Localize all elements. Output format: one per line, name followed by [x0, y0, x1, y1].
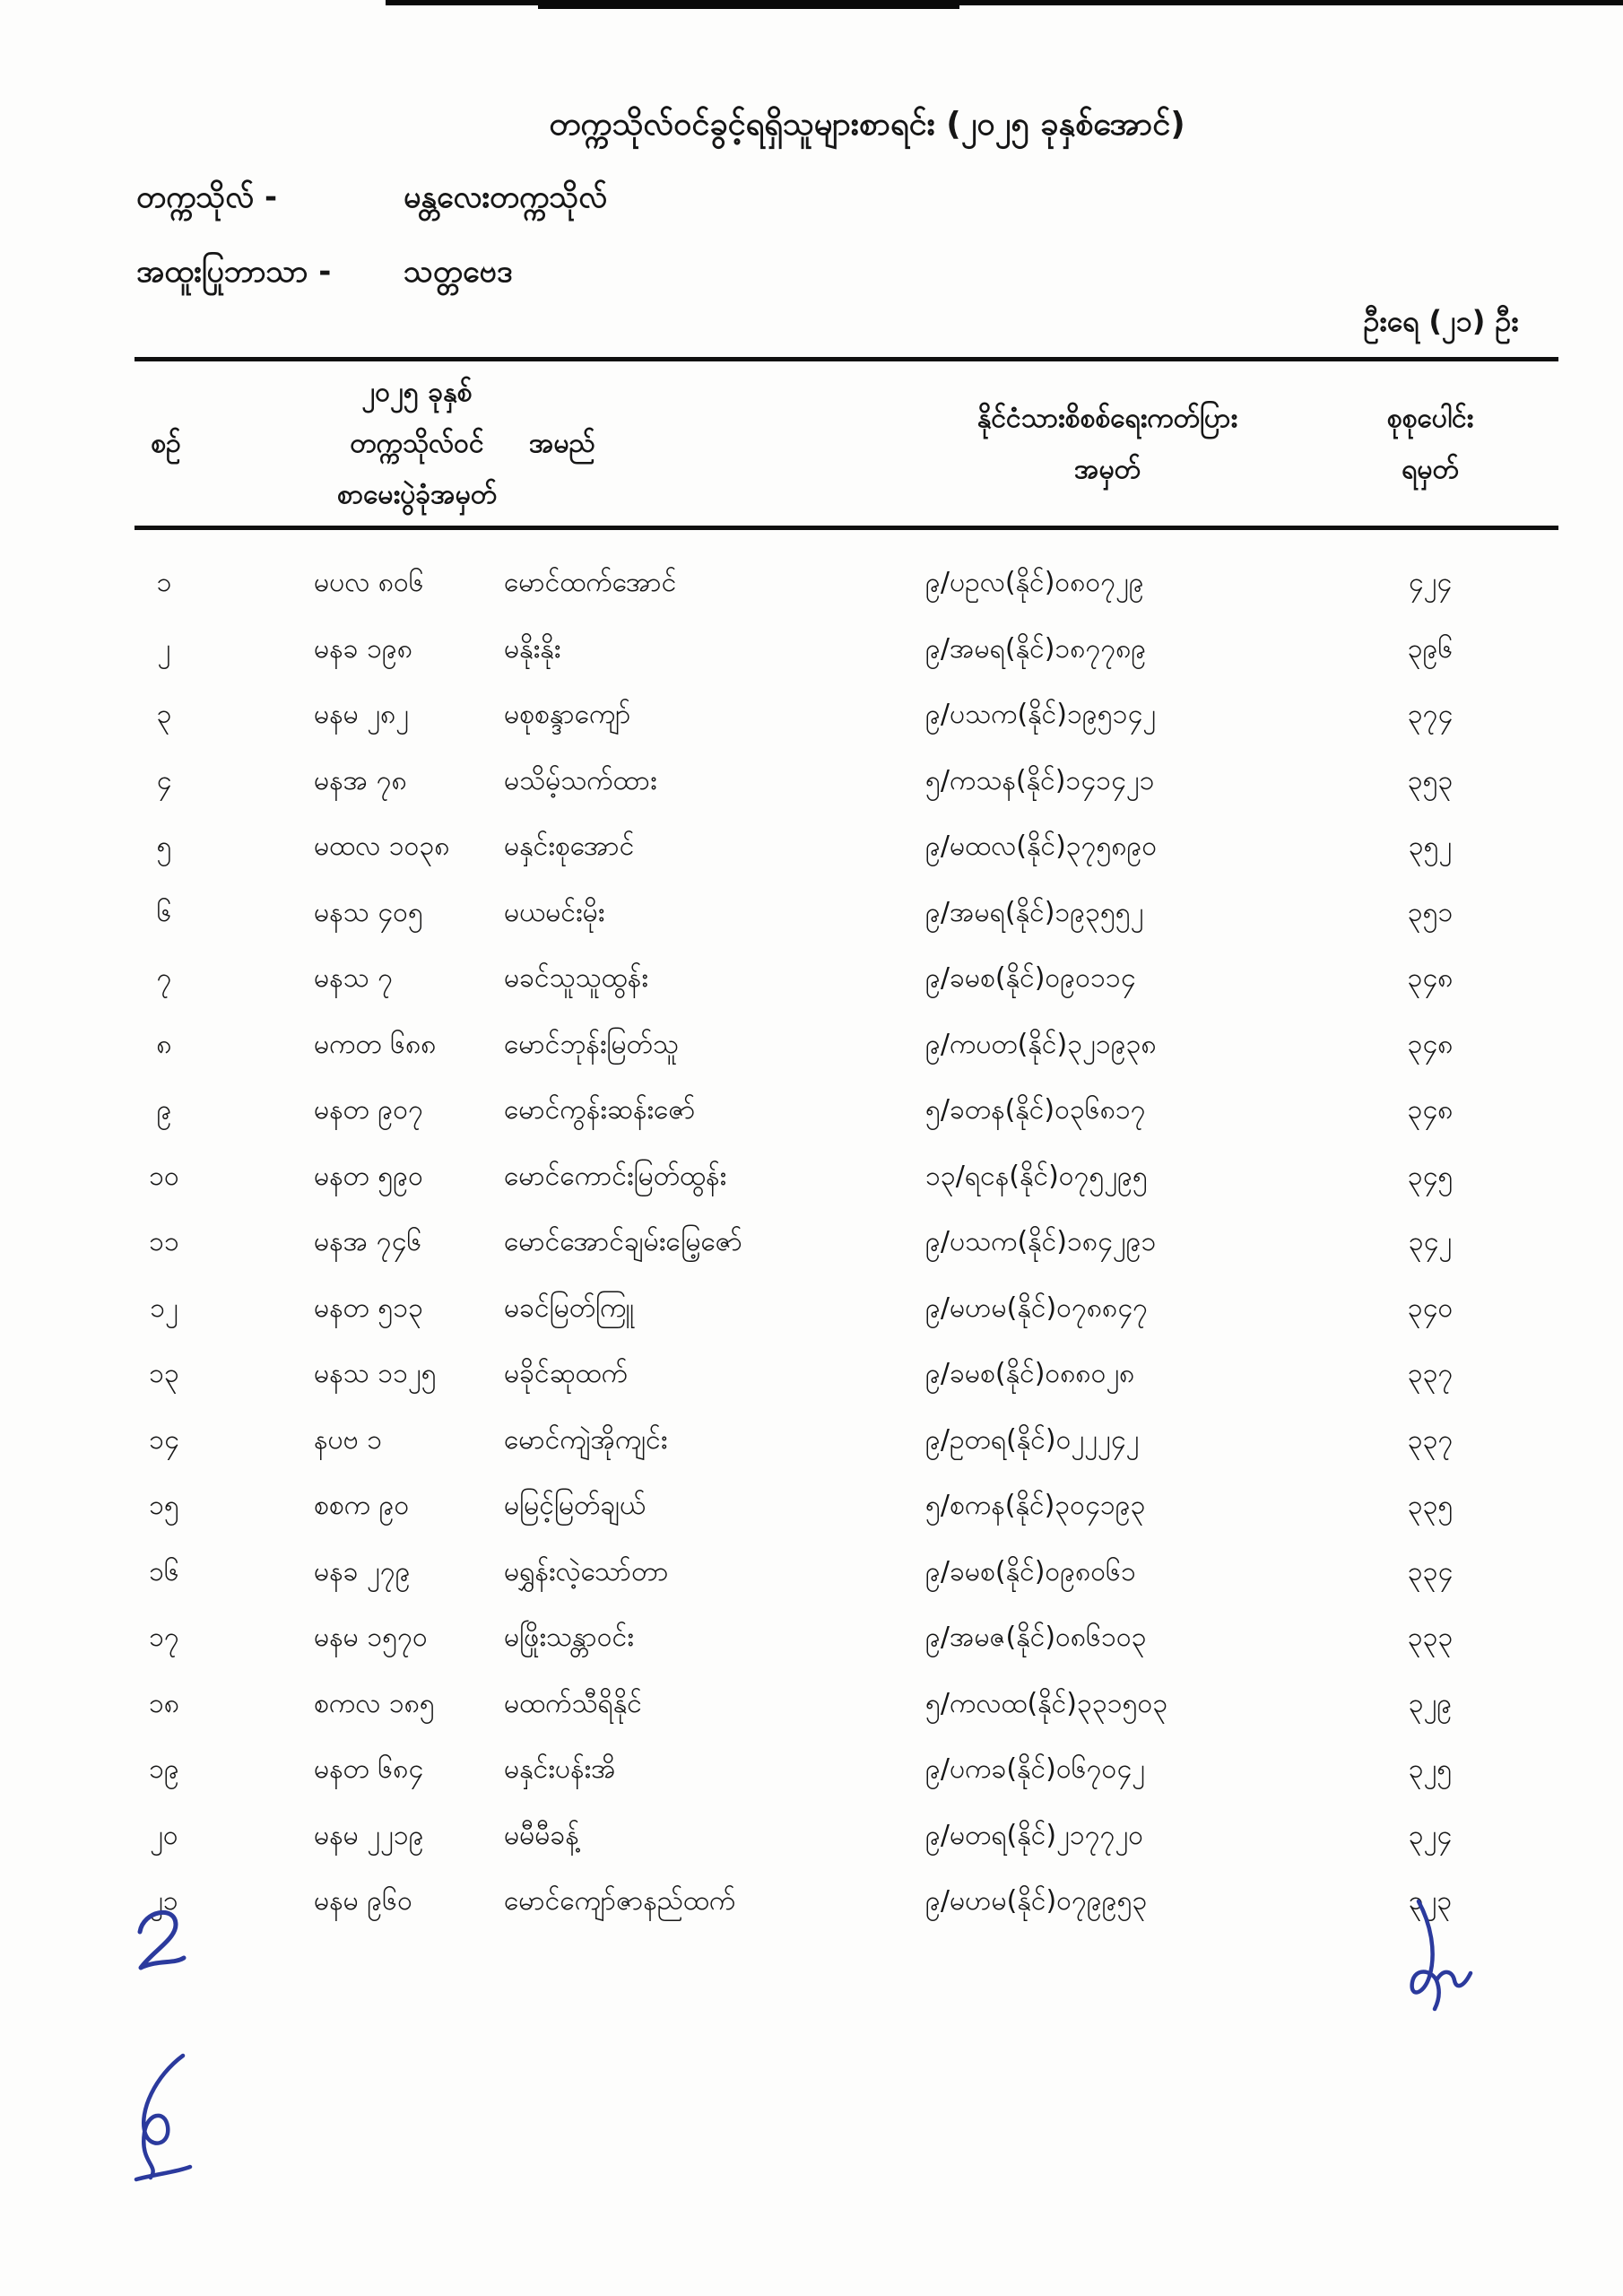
- row-serial: ၇: [156, 962, 172, 995]
- row-nrc-number: ၉/ပသက(နိုင်)၁၉၅၁၄၂: [925, 699, 1157, 731]
- row-seat-number: မနတ ၅၉၀: [314, 1160, 424, 1192]
- row-serial: ၂၁: [150, 1885, 178, 1918]
- col-header-seat-line2: တက္ကသိုလ်ဝင်: [350, 428, 484, 459]
- col-header-total-line1: စုစုပေါင်း: [1386, 402, 1474, 434]
- table-row: [0, 1341, 1623, 1407]
- row-total-score: ၃၉၆: [1407, 632, 1454, 665]
- row-nrc-number: ၉/အမရ(နိုင်)၁၈၇၇၈၉: [925, 632, 1147, 665]
- row-serial: ၁၉: [149, 1753, 179, 1786]
- table-row: [0, 550, 1623, 616]
- row-nrc-number: ၅/ကလထ(နိုင်)၃၃၁၅၀၃: [925, 1687, 1168, 1719]
- row-seat-number: မနတ ၉၀၇: [314, 1094, 424, 1126]
- row-seat-number: မနမ ၁၅၇၀: [314, 1622, 428, 1654]
- row-total-score: ၃၄၅: [1407, 1160, 1454, 1192]
- table-row: [0, 616, 1623, 683]
- row-seat-number: မနတ ၆၈၄: [314, 1753, 424, 1786]
- table-row: [0, 1605, 1623, 1671]
- row-serial: ၁၈: [148, 1687, 179, 1719]
- row-serial: ၅: [156, 831, 172, 863]
- row-name: မစုစန္ဒာကျော်: [504, 699, 631, 731]
- row-seat-number: မနတ ၅၁၃: [314, 1292, 424, 1324]
- row-nrc-number: ၅/ခတန(နိုင်)၀၃၆၈၁၇: [925, 1094, 1146, 1126]
- row-total-score: ၃၃၇: [1407, 1423, 1454, 1456]
- col-header-nrc-line1: နိုင်ငံသားစိစစ်ရေးကတ်ပြား: [976, 402, 1238, 434]
- table-row: [0, 1803, 1623, 1869]
- row-seat-number: မနသ ၁၁၂၅: [314, 1358, 437, 1390]
- row-serial: ၁၀: [149, 1160, 179, 1192]
- row-serial: ၆: [156, 896, 172, 928]
- table-rule-header-bottom: [135, 526, 1558, 530]
- row-nrc-number: ၅/ကသန(နိုင်)၁၄၁၄၂၁: [925, 764, 1155, 796]
- row-serial: ၁: [156, 567, 172, 599]
- row-seat-number: မနမ ၂၂၁၉: [314, 1819, 424, 1851]
- table-row: [0, 1407, 1623, 1474]
- row-total-score: ၃၅၁: [1407, 896, 1454, 928]
- row-serial: ၂: [157, 632, 171, 665]
- table-row: [0, 1671, 1623, 1737]
- row-nrc-number: ၁၃/ရငန(နိုင်)၀၇၅၂၉၅: [925, 1160, 1148, 1192]
- row-nrc-number: ၉/ခမစ(နိုင်)၀၉၈၀၆၁: [925, 1555, 1136, 1587]
- row-seat-number: မနခ ၁၉၈: [314, 632, 412, 665]
- table-row: [0, 1144, 1623, 1210]
- row-serial: ၁၄: [149, 1423, 179, 1456]
- row-name: မယမင်းမိုး: [504, 896, 605, 928]
- table-row: [0, 813, 1623, 880]
- row-total-score: ၃၂၅: [1408, 1753, 1453, 1786]
- row-name: မနှင်းစုအောင်: [504, 831, 635, 863]
- row-total-score: ၃၄၈: [1407, 962, 1454, 995]
- row-name: မောင်အောင်ချမ်းမြေ့ဇော်: [504, 1226, 742, 1258]
- row-serial: ၉: [156, 1094, 172, 1126]
- row-name: မောင်ဘုန်းမြတ်သူ: [504, 1028, 679, 1060]
- row-name: မခင်သူသူထွန်း: [504, 962, 648, 995]
- row-seat-number: မနအ ၇၄၆: [314, 1226, 422, 1258]
- row-total-score: ၃၃၃: [1407, 1622, 1454, 1654]
- row-seat-number: မကတ ၆၈၈: [314, 1028, 437, 1060]
- row-total-score: ၄၂၄: [1408, 567, 1453, 599]
- row-total-score: ၃၅၂: [1408, 831, 1453, 863]
- row-serial: ၄: [156, 764, 172, 796]
- table-row: [0, 748, 1623, 814]
- row-nrc-number: ၉/ခမစ(နိုင်)၀၉၀၁၁၄: [925, 962, 1136, 995]
- table-row: [0, 1868, 1623, 1935]
- row-nrc-number: ၉/မတရ(နိုင်)၂၁၇၇၂၀: [925, 1819, 1144, 1851]
- page-title: တက္ကသိုလ်ဝင်ခွင့်ရရှိသူများစာရင်း (၂၀၂၅ ခုနှစ်အောင်): [549, 106, 1185, 143]
- table-row: [0, 1736, 1623, 1803]
- row-total-score: ၃၅၃: [1407, 764, 1454, 796]
- row-serial: ၈: [156, 1028, 172, 1060]
- row-name: မခိုင်ဆုထက်: [504, 1358, 629, 1390]
- col-header-serial-text: စဉ်: [151, 428, 181, 459]
- table-row: [0, 1539, 1623, 1605]
- row-seat-number: စစက ၉၀: [314, 1490, 410, 1522]
- scan-artifact-top-blob: [538, 0, 959, 9]
- row-total-score: ၃၄၀: [1407, 1292, 1454, 1324]
- row-nrc-number: ၉/မဟမ(နိုင်)၀၇၈၈၄၇: [925, 1292, 1148, 1324]
- row-name: မောင်ကောင်းမြတ်ထွန်း: [504, 1160, 727, 1192]
- row-total-score: ၃၃၅: [1407, 1490, 1454, 1522]
- col-header-name-text: အမည်: [529, 428, 595, 459]
- col-header-name: [529, 361, 726, 526]
- row-serial: ၃: [156, 699, 172, 731]
- row-name: မောင်ထက်အောင်: [504, 567, 677, 599]
- major-label: အထူးပြုဘာသာ -: [136, 254, 332, 290]
- col-header-seat-line3: စာမေးပွဲခုံအမှတ်: [336, 479, 498, 510]
- row-seat-number: မနခ ၂၇၉: [314, 1555, 411, 1587]
- row-name: မမီမီခန့်: [504, 1819, 579, 1851]
- row-seat-number: စကလ ၁၈၅: [314, 1687, 435, 1719]
- university-value: မန္တလေးတက္ကသိုလ်: [404, 179, 608, 215]
- row-nrc-number: ၉/ပကခ(နိုင်)၀၆၇၀၄၂: [925, 1753, 1145, 1786]
- col-header-total: [1327, 361, 1533, 526]
- table-row: [0, 1275, 1623, 1342]
- row-nrc-number: ၉/ဥတရ(နိုင်)၀၂၂၂၄၂: [925, 1423, 1140, 1456]
- row-serial: ၂၀: [150, 1819, 178, 1851]
- row-seat-number: မနသ ၇: [314, 962, 394, 995]
- signature-ink-right: [1388, 1894, 1491, 2033]
- table-row: [0, 880, 1623, 946]
- row-nrc-number: ၉/ပသက(နိုင်)၁၈၄၂၉၁: [925, 1226, 1157, 1258]
- row-nrc-number: ၉/မဟမ(နိုင်)၀၇၉၉၅၃: [925, 1885, 1148, 1918]
- row-total-score: ၃၃၇: [1407, 1358, 1454, 1390]
- col-header-nrc: [897, 361, 1318, 526]
- row-seat-number: မနအ ၇၈: [314, 764, 407, 796]
- row-total-score: ၃၂၉: [1408, 1687, 1453, 1719]
- row-total-score: ၃၄၈: [1407, 1094, 1454, 1126]
- row-name: မခင်မြတ်ကြူ: [504, 1292, 635, 1324]
- row-total-score: ၃၃၄: [1407, 1555, 1454, 1587]
- table-row: [0, 1012, 1623, 1078]
- row-nrc-number: ၉/ပဥလ(နိုင်)၀၈၀၇၂၉: [925, 567, 1144, 599]
- row-total-score: ၃၂၃: [1408, 1885, 1453, 1918]
- row-name: မထက်သီရိနိုင်: [504, 1687, 642, 1719]
- table-row: [0, 945, 1623, 1012]
- row-name: မဖြိုးသန္တာဝင်း: [504, 1622, 634, 1654]
- table-row: [0, 682, 1623, 748]
- col-header-seat-number: [269, 361, 565, 526]
- row-serial: ၁၇: [149, 1622, 179, 1654]
- row-name: မသိမ့်သက်ထား: [504, 764, 657, 796]
- row-total-score: ၃၇၄: [1407, 699, 1454, 731]
- row-nrc-number: ၉/မထလ(နိုင်)၃၇၅၈၉၀: [925, 831, 1158, 863]
- row-nrc-number: ၉/အမရ(နိုင်)၁၉၃၅၅၂: [925, 896, 1144, 928]
- row-nrc-number: ၉/ခမစ(နိုင်)၀၈၈၀၂၈: [925, 1358, 1135, 1390]
- table-row: [0, 1209, 1623, 1275]
- col-header-total-line2: ရမှတ်: [1402, 453, 1459, 485]
- table-row: [0, 1473, 1623, 1539]
- row-name: မောင်ကျဲအိုကျင်း: [504, 1423, 668, 1456]
- row-seat-number: မပလ ၈၀၆: [314, 567, 424, 599]
- row-seat-number: မနမ ၂၈၂: [314, 699, 409, 731]
- row-total-score: ၃၄၈: [1407, 1028, 1454, 1060]
- signature-ink-left-top: [127, 1903, 203, 1993]
- student-count: ဦးရေ (၂၁) ဦး: [1363, 304, 1519, 338]
- row-total-score: ၃၄၂: [1408, 1226, 1453, 1258]
- row-serial: ၁၅: [149, 1490, 179, 1522]
- row-nrc-number: ၅/စကန(နိုင်)၃၀၄၁၉၃: [925, 1490, 1146, 1522]
- row-nrc-number: ၉/ကပတ(နိုင်)၃၂၁၉၃၈: [925, 1028, 1157, 1060]
- col-header-seat-line1: ၂၀၂၅ ခုနှစ်: [361, 377, 473, 408]
- table-row: [0, 1077, 1623, 1144]
- row-name: မနှင်းပန်းအိ: [504, 1753, 616, 1786]
- row-seat-number: မနမ ၉၆၀: [314, 1885, 412, 1918]
- row-seat-number: မထလ ၁၀၃၈: [314, 831, 450, 863]
- col-header-serial: [126, 361, 206, 526]
- major-value: သတ္တဗေဒ: [404, 254, 513, 290]
- signature-ink-left-bottom: [118, 2047, 204, 2186]
- row-serial: ၁၃: [149, 1358, 179, 1390]
- university-label: တက္ကသိုလ် -: [136, 179, 278, 215]
- row-name: မမြင့်မြတ်ချယ်: [504, 1490, 647, 1522]
- row-total-score: ၃၂၄: [1408, 1819, 1453, 1851]
- row-name: မရွှန်းလဲ့သော်တာ: [504, 1555, 669, 1587]
- row-serial: ၁၁: [149, 1226, 179, 1258]
- row-name: မောင်ကွန်းဆန်းဇော်: [504, 1094, 696, 1126]
- row-serial: ၁၂: [150, 1292, 178, 1324]
- col-header-nrc-line2: အမှတ်: [1074, 453, 1141, 485]
- row-seat-number: နပဗ ၁: [314, 1423, 383, 1456]
- row-serial: ၁၆: [149, 1555, 179, 1587]
- row-seat-number: မနသ ၄၀၅: [314, 896, 423, 928]
- row-name: မောင်ကျော်ဇာနည်ထက်: [504, 1885, 736, 1918]
- row-name: မနိုးနိုး: [504, 632, 561, 665]
- row-nrc-number: ၉/အမဇ(နိုင်)၀၈၆၁၀၃: [925, 1622, 1147, 1654]
